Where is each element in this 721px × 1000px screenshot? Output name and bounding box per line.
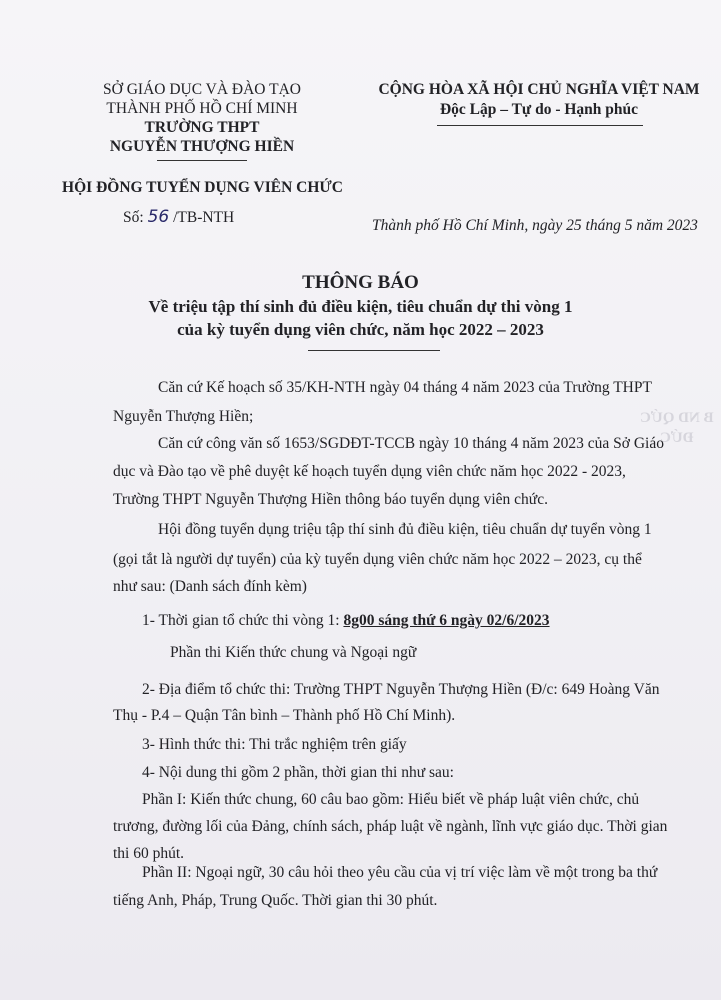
city-name: THÀNH PHỐ HỒ CHÍ MINH [106, 100, 298, 117]
item2-line2: Thụ - P.4 – Quận Tân bình – Thành phố Hồ Chí Minh). [113, 707, 456, 724]
item1-sub: Phần thi Kiến thức chung và Ngoại ngữ [170, 644, 417, 661]
part2-line1: Phần II: Ngoại ngữ, 30 câu hỏi theo yêu cầu của vị trí việc làm về một trong ba thứ [142, 864, 658, 881]
doc-number-prefix: Số: [123, 209, 144, 226]
para2-line3: Trường THPT Nguyễn Thượng Hiền thông báo tuyển dụng viên chức. [113, 491, 548, 508]
item1-value: 8g00 sáng thứ 6 ngày 02/6/2023 [343, 612, 550, 629]
doc-subtitle-line2: của kỳ tuyển dụng viên chức, năm học 2022 – 2023 [177, 320, 544, 339]
title-divider [308, 350, 440, 351]
para1-line2: Nguyễn Thượng Hiền; [113, 408, 254, 425]
item1-line [142, 611, 550, 631]
doc-number-handwritten: 56 [147, 207, 170, 227]
part1-line3: thi 60 phút. [113, 845, 185, 862]
doc-title: THÔNG BÁO [302, 272, 419, 293]
dept-name: SỞ GIÁO DỤC VÀ ĐÀO TẠO [103, 81, 301, 98]
header-left-divider [157, 160, 247, 161]
para1-line1: Căn cứ Kế hoạch số 35/KH-NTH ngày 04 tháng 4 năm 2023 của Trường THPT [158, 379, 652, 396]
doc-number-suffix: /TB-NTH [173, 209, 235, 226]
school-name-line2: NGUYỄN THƯỢNG HIỀN [109, 138, 295, 155]
item2-line1: 2- Địa điểm tổ chức thi: Trường THPT Nguyễn Thượng Hiền (Đ/c: 649 Hoàng Văn [142, 681, 660, 698]
school-name-line1: TRƯỜNG THPT [144, 119, 260, 136]
doc-number [123, 207, 234, 228]
item4-line: 4- Nội dung thi gồm 2 phần, thời gian thi như sau: [142, 764, 454, 781]
para2-line2: dục và Đào tạo về phê duyệt kế hoạch tuyển dụng viên chức năm học 2022 - 2023, [113, 463, 626, 480]
bleed-through-mark: ĐỨC [660, 430, 694, 446]
bleed-through-mark: B ND QỨC [640, 410, 714, 426]
part1-line2: trương, đường lối của Đảng, chính sách, pháp luật về ngành, lĩnh vực giáo dục. Thời gian [113, 818, 668, 835]
para3-line2: (gọi tắt là người dự tuyển) của kỳ tuyển dụng viên chức năm học 2022 – 2023, cụ thể [113, 551, 642, 568]
item3-line: 3- Hình thức thi: Thi trắc nghiệm trên giấy [142, 736, 407, 753]
date-line: Thành phố Hồ Chí Minh, ngày 25 tháng 5 năm 2023 [372, 217, 698, 234]
national-motto: Độc Lập – Tự do - Hạnh phúc [439, 101, 639, 118]
country-name: CỘNG HÒA XÃ HỘI CHỦ NGHĨA VIỆT NAM [378, 81, 700, 98]
part2-line2: tiếng Anh, Pháp, Trung Quốc. Thời gian thi 30 phút. [113, 892, 438, 909]
para3-line3: như sau: (Danh sách đính kèm) [113, 578, 307, 595]
header-right-divider [437, 125, 643, 126]
item1-label: 1- Thời gian tổ chức thi vòng 1: [142, 612, 340, 629]
doc-subtitle-line1: Về triệu tập thí sinh đủ điều kiện, tiêu chuẩn dự thi vòng 1 [148, 297, 573, 316]
council-name: HỘI ĐỒNG TUYỂN DỤNG VIÊN CHỨC [62, 179, 343, 196]
part1-line1: Phần I: Kiến thức chung, 60 câu bao gồm: Hiểu biết về pháp luật viên chức, chủ [142, 791, 640, 808]
para3-line1: Hội đồng tuyển dụng triệu tập thí sinh đủ điều kiện, tiêu chuẩn dự tuyển vòng 1 [158, 521, 652, 538]
para2-line1: Căn cứ công văn số 1653/SGDĐT-TCCB ngày 10 tháng 4 năm 2023 của Sở Giáo [158, 435, 664, 452]
